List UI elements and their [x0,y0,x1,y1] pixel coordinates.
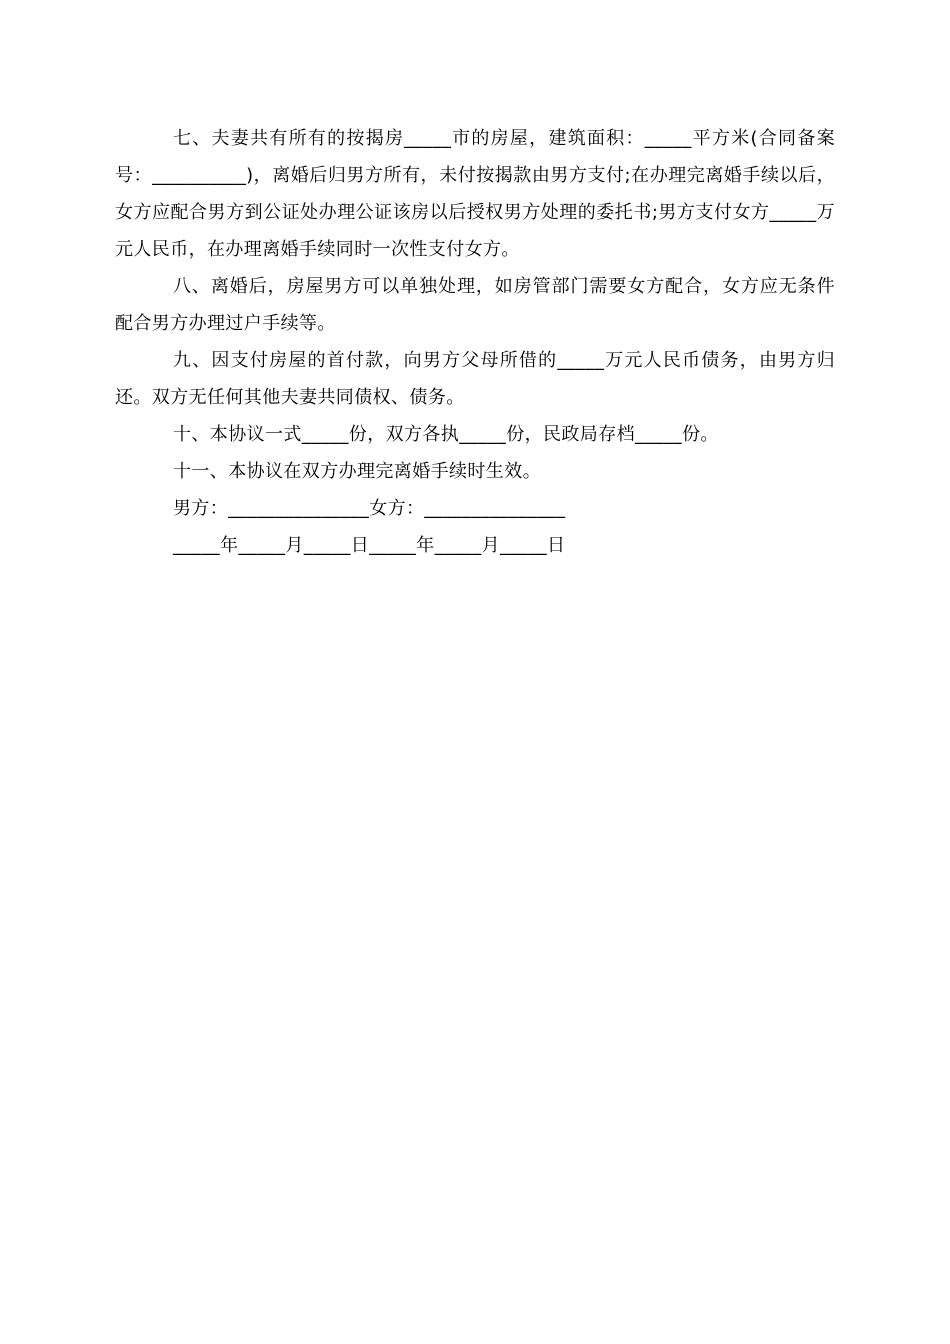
clause-eight: 八、离婚后，房屋男方可以单独处理，如房管部门需要女方配合，女方应无条件配合男方办理过户手续等。 [115,276,835,334]
clause-seven: 七、夫妻共有所有的按揭房_____市的房屋，建筑面积：_____平方米(合同备案号：__________)，离婚后归男方所有，未付按揭款由男方支付;在办理完离婚手续以后，女方应配合男方到公证处办理公证该房以后授权男方处理的委托书;男方支付女方_____万元人民币，在办理离婚手续同时一次性支付女方。 [115,128,835,260]
document-body [115,120,835,564]
clause-nine: 九、因支付房屋的首付款，向男方父母所借的_____万元人民币债务，由男方归还。双方无任何其他夫妻共同债权、债务。 [115,350,835,408]
signature-line: 男方：_______________女方：_______________ [173,498,566,519]
clause-ten: 十、本协议一式_____份，双方各执_____份，民政局存档_____份。 [173,424,719,445]
clause-eleven: 十一、本协议在双方办理完离婚手续时生效。 [173,461,541,482]
date-line: _____年_____月_____日_____年_____月_____日 [173,535,566,556]
